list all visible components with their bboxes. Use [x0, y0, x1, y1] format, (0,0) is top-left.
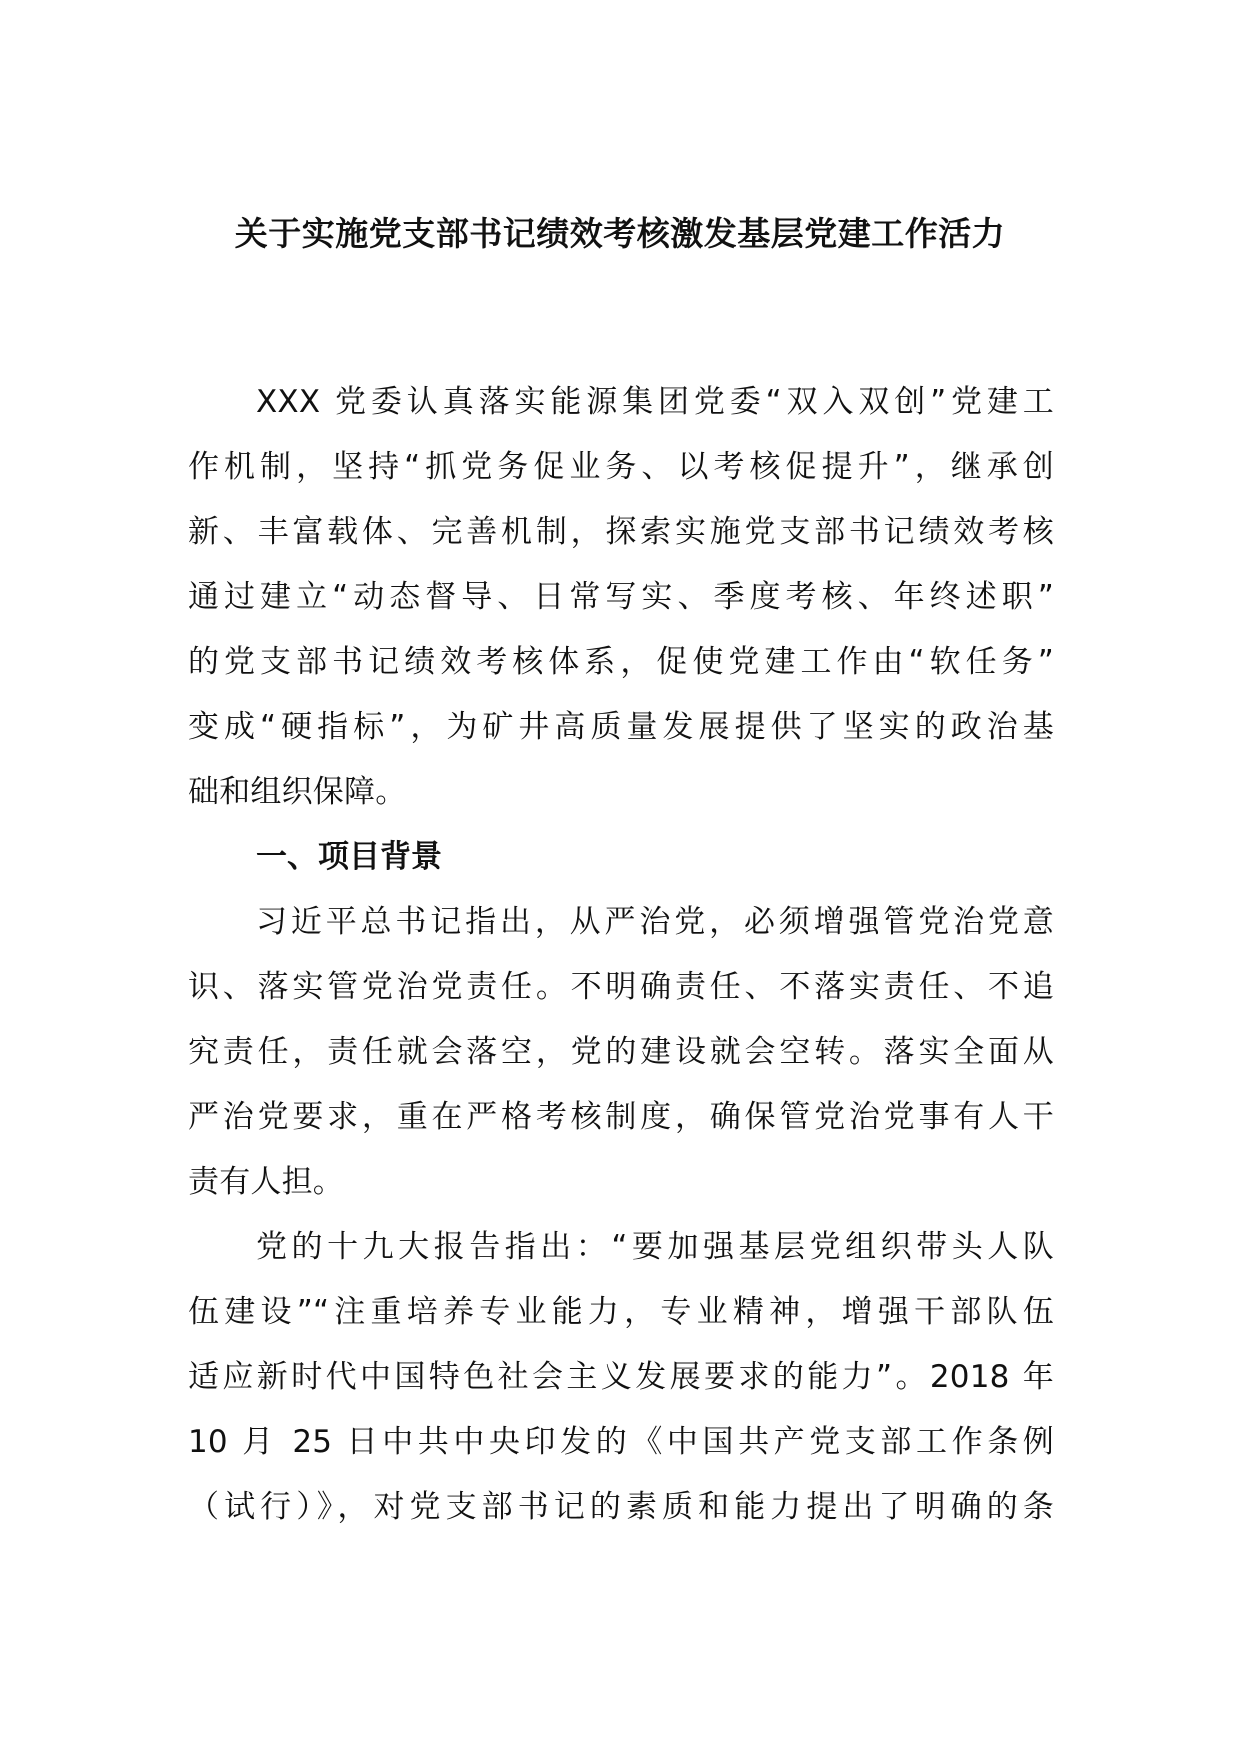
text-line: 的党支部书记绩效考核体系，促使党建工作由“软任务”	[188, 644, 1054, 680]
text-line: 习近平总书记指出，从严治党，必须增强管党治党意	[256, 904, 1054, 940]
document-title: 关于实施党支部书记绩效考核激发基层党建工作活力	[234, 214, 1006, 253]
paragraph-background-1	[188, 890, 1054, 1215]
text-line: 础和组织保障。	[188, 774, 407, 810]
document-body	[188, 370, 1054, 1540]
text-line: 作机制，坚持“抓党务促业务、以考核促提升”，继承创	[188, 449, 1054, 485]
text-line: 新、丰富载体、完善机制，探索实施党支部书记绩效考核	[188, 514, 1054, 550]
text-line: 变成“硬指标”，为矿井高质量发展提供了坚实的政治基	[188, 709, 1054, 745]
text-line: 通过建立“动态督导、日常写实、季度考核、年终述职”	[188, 579, 1054, 615]
text-line: 究责任，责任就会落空，党的建设就会空转。落实全面从	[188, 1034, 1054, 1070]
text-line: 责有人担。	[188, 1164, 344, 1200]
text-line: 适应新时代中国特色社会主义发展要求的能力”。2018 年	[188, 1359, 1054, 1395]
text-line: 严治党要求，重在严格考核制度，确保管党治党事有人干	[188, 1099, 1054, 1135]
text-line: XXX 党委认真落实能源集团党委“双入双创”党建工	[256, 384, 1054, 420]
text-line: 伍建设”“注重培养专业能力，专业精神，增强干部队伍	[188, 1294, 1054, 1330]
paragraph-background-2	[188, 1215, 1054, 1540]
section-heading: 一、项目背景	[256, 839, 442, 875]
text-line: 党的十九大报告指出：“要加强基层党组织带头人队	[256, 1229, 1054, 1265]
text-line: （试行）》，对党支部书记的素质和能力提出了明确的条	[188, 1489, 1054, 1525]
paragraph-intro	[188, 370, 1054, 825]
text-line: 识、落实管党治党责任。不明确责任、不落实责任、不追	[188, 969, 1054, 1005]
text-line: 10 月 25 日中共中央印发的《中国共产党支部工作条例	[188, 1424, 1054, 1460]
